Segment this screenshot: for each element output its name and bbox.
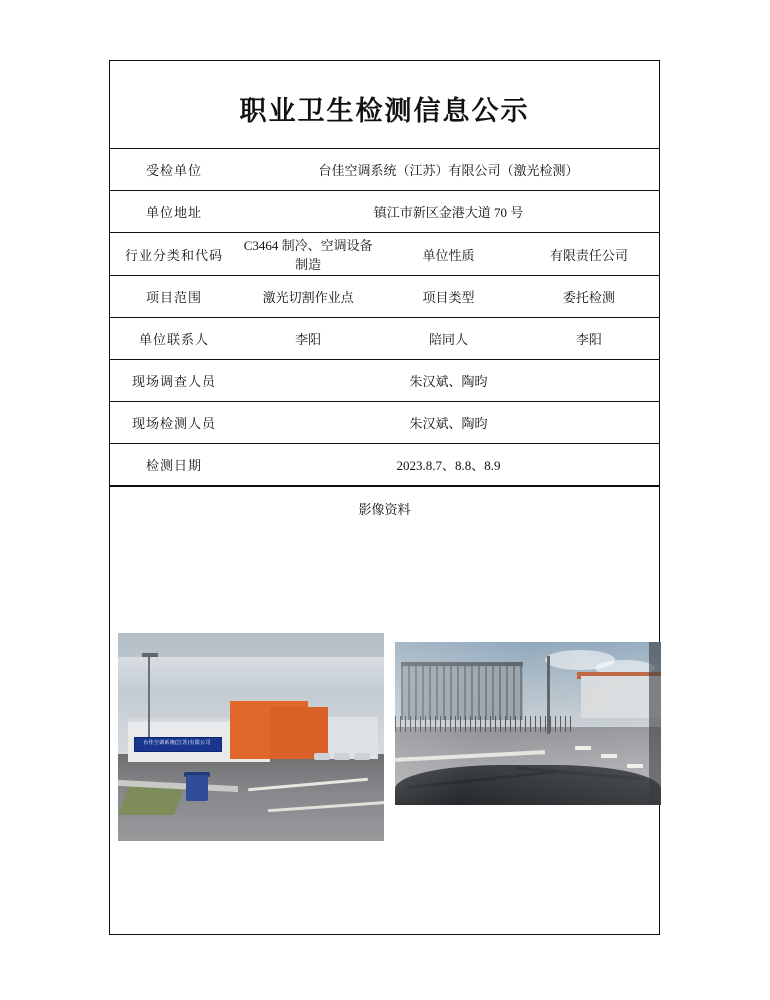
building-orange-block-2 [270,707,328,759]
road-dash [575,746,591,750]
grass-strip [118,785,185,815]
row-label-project-type: 项目类型 [378,276,518,318]
row-value-unit-address: 镇江市新区金港大道 70 号 [238,191,659,233]
row-label-unit-contact: 单位联系人 [110,318,238,360]
row-label-site-test-staff: 现场检测人员 [110,402,238,444]
row-value-project-scope: 激光切割作业点 [238,276,378,318]
factory-exterior-photo [118,633,384,841]
car-hood [395,765,661,805]
row-label-unit-address: 单位地址 [110,191,238,233]
light-pole [547,656,550,734]
light-pole [148,655,150,747]
row-value-project-type: 委托检测 [519,276,659,318]
parked-car [314,753,330,760]
car-pillar [649,642,661,805]
row-value-industry-code: C3464 制冷、空调设备制造 [238,233,378,276]
row-label-test-date: 检测日期 [110,444,238,486]
row-value-accompanier: 李阳 [519,318,659,360]
document-frame [109,60,660,935]
row-value-site-survey-staff: 朱汉斌、陶昀 [238,360,659,402]
row-label-site-survey-staff: 现场调查人员 [110,360,238,402]
page-title: 职业卫生检测信息公示 [239,96,530,126]
row-value-inspected-unit: 台佳空调系统（江苏）有限公司（激光检测） [238,149,659,191]
table-row [110,149,659,191]
company-sign-text: 台佳空调系统(江苏)有限公司 [143,740,211,746]
parked-car [334,753,350,760]
media-area [110,522,659,960]
table-row [110,276,659,318]
row-label-accompanier: 陪同人 [378,318,518,360]
row-label-industry-code: 行业分类和代码 [110,233,238,276]
row-label-project-scope: 项目范围 [110,276,238,318]
row-value-test-date: 2023.8.7、8.8、8.9 [238,444,659,486]
info-table [110,148,659,486]
table-row [110,444,659,486]
row-value-site-test-staff: 朱汉斌、陶昀 [238,402,659,444]
row-value-unit-nature: 有限责任公司 [519,233,659,276]
table-row [110,191,659,233]
media-section-header: 影像资料 [110,486,659,522]
plant-road-photo [395,642,661,805]
table-row [110,360,659,402]
parked-car [354,753,370,760]
row-value-unit-contact: 李阳 [238,318,378,360]
light-pole-head [142,653,158,657]
row-label-unit-nature: 单位性质 [378,233,518,276]
road-dash [601,754,617,758]
table-row [110,402,659,444]
table-row [110,318,659,360]
table-row [110,233,659,276]
steel-structure [401,666,523,720]
road-dash [627,764,643,768]
row-label-inspected-unit: 受检单位 [110,149,238,191]
trash-bin [186,775,208,801]
